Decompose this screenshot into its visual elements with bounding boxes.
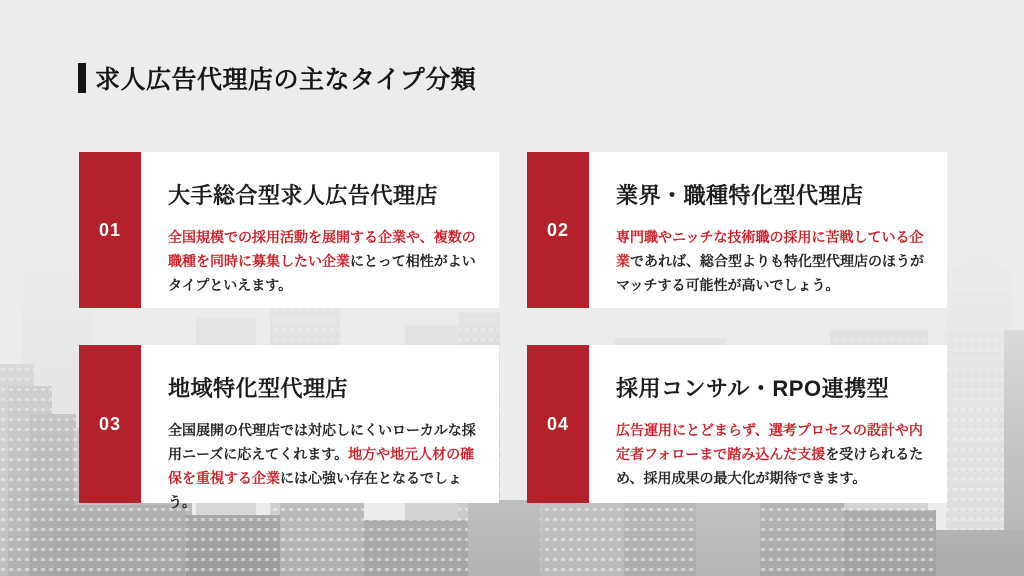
card-body bbox=[616, 225, 928, 297]
card-body bbox=[616, 418, 928, 490]
card-number: 01 bbox=[98, 219, 122, 240]
card-title: 地域特化型代理店 bbox=[168, 376, 349, 401]
card-number: 04 bbox=[546, 413, 570, 434]
card-number-badge bbox=[527, 345, 589, 503]
body-segment: にとって相性がよいタイプといえます。 bbox=[168, 253, 476, 293]
type-card-01 bbox=[79, 152, 499, 308]
body-segment-emphasis: 全国規模での採用活動を展開する企業や、複数の職種を同時に募集したい企業 bbox=[168, 229, 476, 269]
body-segment-emphasis: 専門職やニッチな技術職の採用に苦戦している企業 bbox=[616, 229, 924, 269]
page-title: 求人広告代理店の主なタイプ分類 bbox=[95, 66, 477, 94]
card-number-badge bbox=[527, 152, 589, 308]
card-title: 業界・職種特化型代理店 bbox=[616, 183, 864, 208]
body-segment: であれば、総合型よりも特化型代理店のほうがマッチする可能性が高いでしょう。 bbox=[616, 253, 924, 293]
body-segment: には心強い存在となるでしょう。 bbox=[168, 470, 462, 510]
card-number: 03 bbox=[98, 413, 122, 434]
body-segment: を受けられるため、採用成果の最大化が期待できます。 bbox=[616, 446, 924, 486]
title-accent-bar bbox=[78, 63, 86, 93]
card-body bbox=[168, 225, 480, 297]
card-number-badge bbox=[79, 345, 141, 503]
card-title: 大手総合型求人広告代理店 bbox=[168, 183, 439, 208]
body-segment-emphasis: 広告運用にとどまらず、選考プロセスの設計や内定者フォローまで踏み込んだ支援 bbox=[616, 422, 923, 462]
card-number-badge bbox=[79, 152, 141, 308]
slide-header bbox=[78, 60, 476, 96]
card-content bbox=[589, 152, 947, 308]
card-number: 02 bbox=[546, 219, 570, 240]
body-segment-emphasis: 地方や地元人材の確保を重視する企業 bbox=[168, 446, 475, 486]
type-card-03 bbox=[79, 345, 499, 510]
card-title: 採用コンサル・RPO連携型 bbox=[616, 376, 890, 401]
card-content bbox=[141, 345, 499, 510]
body-segment: 全国展開の代理店では対応しにくいローカルな採用ニーズに応えてくれます。 bbox=[168, 422, 476, 462]
card-content bbox=[589, 345, 947, 503]
card-content bbox=[141, 152, 499, 308]
type-card-02 bbox=[527, 152, 947, 308]
type-card-04 bbox=[527, 345, 947, 503]
card-body bbox=[168, 418, 480, 514]
